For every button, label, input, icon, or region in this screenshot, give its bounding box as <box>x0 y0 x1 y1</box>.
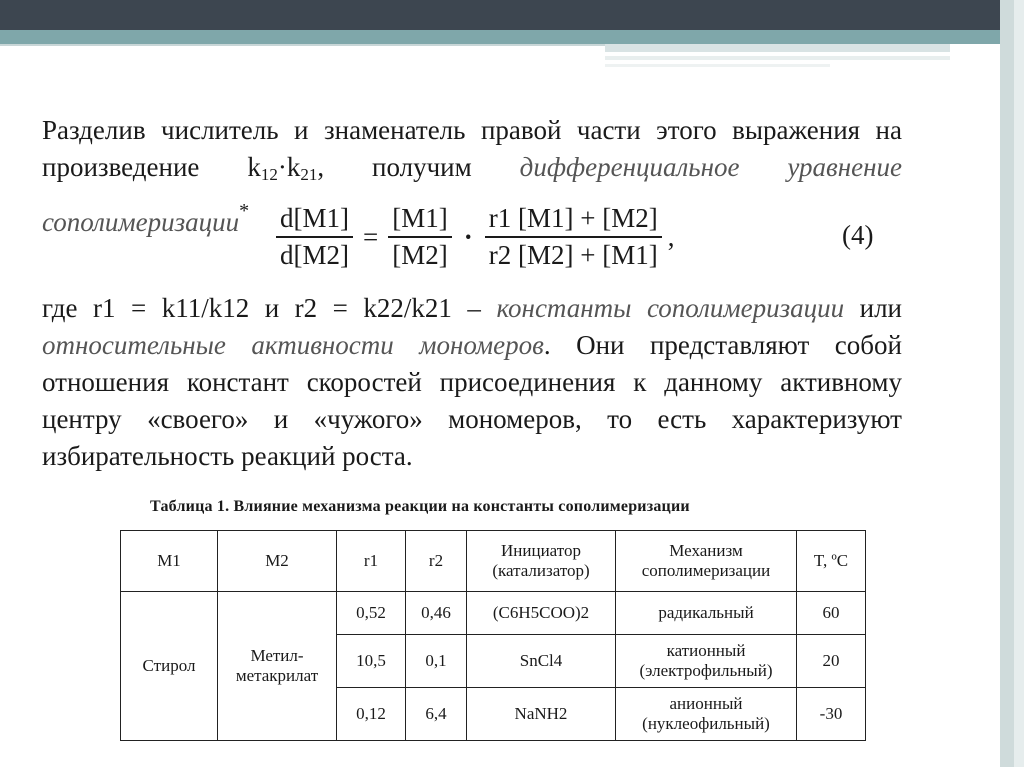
table-cell: 10,5 <box>337 635 406 688</box>
top-banner-accent <box>0 30 1000 44</box>
table-cell: 20 <box>797 635 866 688</box>
decor-band-3 <box>605 64 830 67</box>
table-cell: анионный (нуклеофильный) <box>616 688 797 741</box>
header-cell: r1 <box>337 531 406 592</box>
definition-lead: где r1 = k11/k12 и r2 = k22/k21 – <box>42 293 497 323</box>
table-cell: 0,46 <box>406 592 467 635</box>
table-cell: 60 <box>797 592 866 635</box>
decor-band <box>605 44 950 52</box>
table-cell: (C6H5COO)2 <box>467 592 616 635</box>
numerator: d[M1] <box>276 203 353 238</box>
m1-cell: Стирол <box>121 592 218 741</box>
copolymerization-table <box>120 530 866 741</box>
table-cell: 6,4 <box>406 688 467 741</box>
subscript: 12 <box>260 165 278 184</box>
copolymerization-equation <box>270 192 674 282</box>
subscript: 21 <box>300 165 318 184</box>
text-span: или <box>844 293 903 323</box>
numerator: r1 [M1] + [M2] <box>485 203 662 238</box>
definition-rest: . Они представляют собой отношения констант скоростей присоединения к данному активному центру «своего» и «чужого» мономеров, то есть характеризуют избирательность реакций роста. <box>42 330 902 471</box>
header-cell: Механизм сополимеризации <box>616 531 797 592</box>
definition-paragraph <box>42 290 902 475</box>
denominator: r2 [M2] + [M1] <box>488 240 658 270</box>
table-cell: SnCl4 <box>467 635 616 688</box>
table-cell: 0,1 <box>406 635 467 688</box>
equals-sign: = <box>363 221 379 252</box>
table-cell: радикальный <box>616 592 797 635</box>
fraction-lhs <box>276 203 353 271</box>
header-cell: Инициатор (катализатор) <box>467 531 616 592</box>
footnote-star: * <box>239 200 250 222</box>
denominator: [M2] <box>392 240 448 270</box>
right-edge-decor-2 <box>1014 0 1024 767</box>
table-row <box>121 592 866 635</box>
text-span: , получим <box>317 152 520 182</box>
table-cell: -30 <box>797 688 866 741</box>
table-cell: 0,12 <box>337 688 406 741</box>
equation-number: (4) <box>842 220 874 250</box>
header-cell: M1 <box>121 531 218 592</box>
text-span: произведение k <box>42 152 261 182</box>
table-cell: 0,52 <box>337 592 406 635</box>
header-cell: r2 <box>406 531 467 592</box>
text-span: ·k <box>277 152 301 182</box>
table-cell: NaNH2 <box>467 688 616 741</box>
italic-term: дифференциальное уравнение сополимеризации <box>42 152 902 237</box>
table-header-row <box>121 531 866 592</box>
fraction-rates <box>485 203 662 271</box>
multiply-dot: · <box>463 221 473 252</box>
fraction-ratio <box>388 203 452 271</box>
header-cell: M2 <box>218 531 337 592</box>
intro-line-1: Разделив числитель и знаменатель правой части этого выражения на <box>42 115 902 145</box>
numerator: [M1] <box>388 203 452 238</box>
header-cell: T, ºC <box>797 531 866 592</box>
italic-term: константы сополимеризации <box>496 293 845 323</box>
decor-band-2 <box>605 56 950 60</box>
denominator: d[M2] <box>280 240 349 270</box>
italic-term: относительные активности мономеров <box>42 330 544 360</box>
comma: , <box>667 221 675 252</box>
table-title: Таблица 1. Влияние механизма реакции на константы сополимеризации <box>150 498 690 515</box>
table-cell: катионный (электрофильный) <box>616 635 797 688</box>
m2-cell: Метил-метакрилат <box>218 592 337 741</box>
